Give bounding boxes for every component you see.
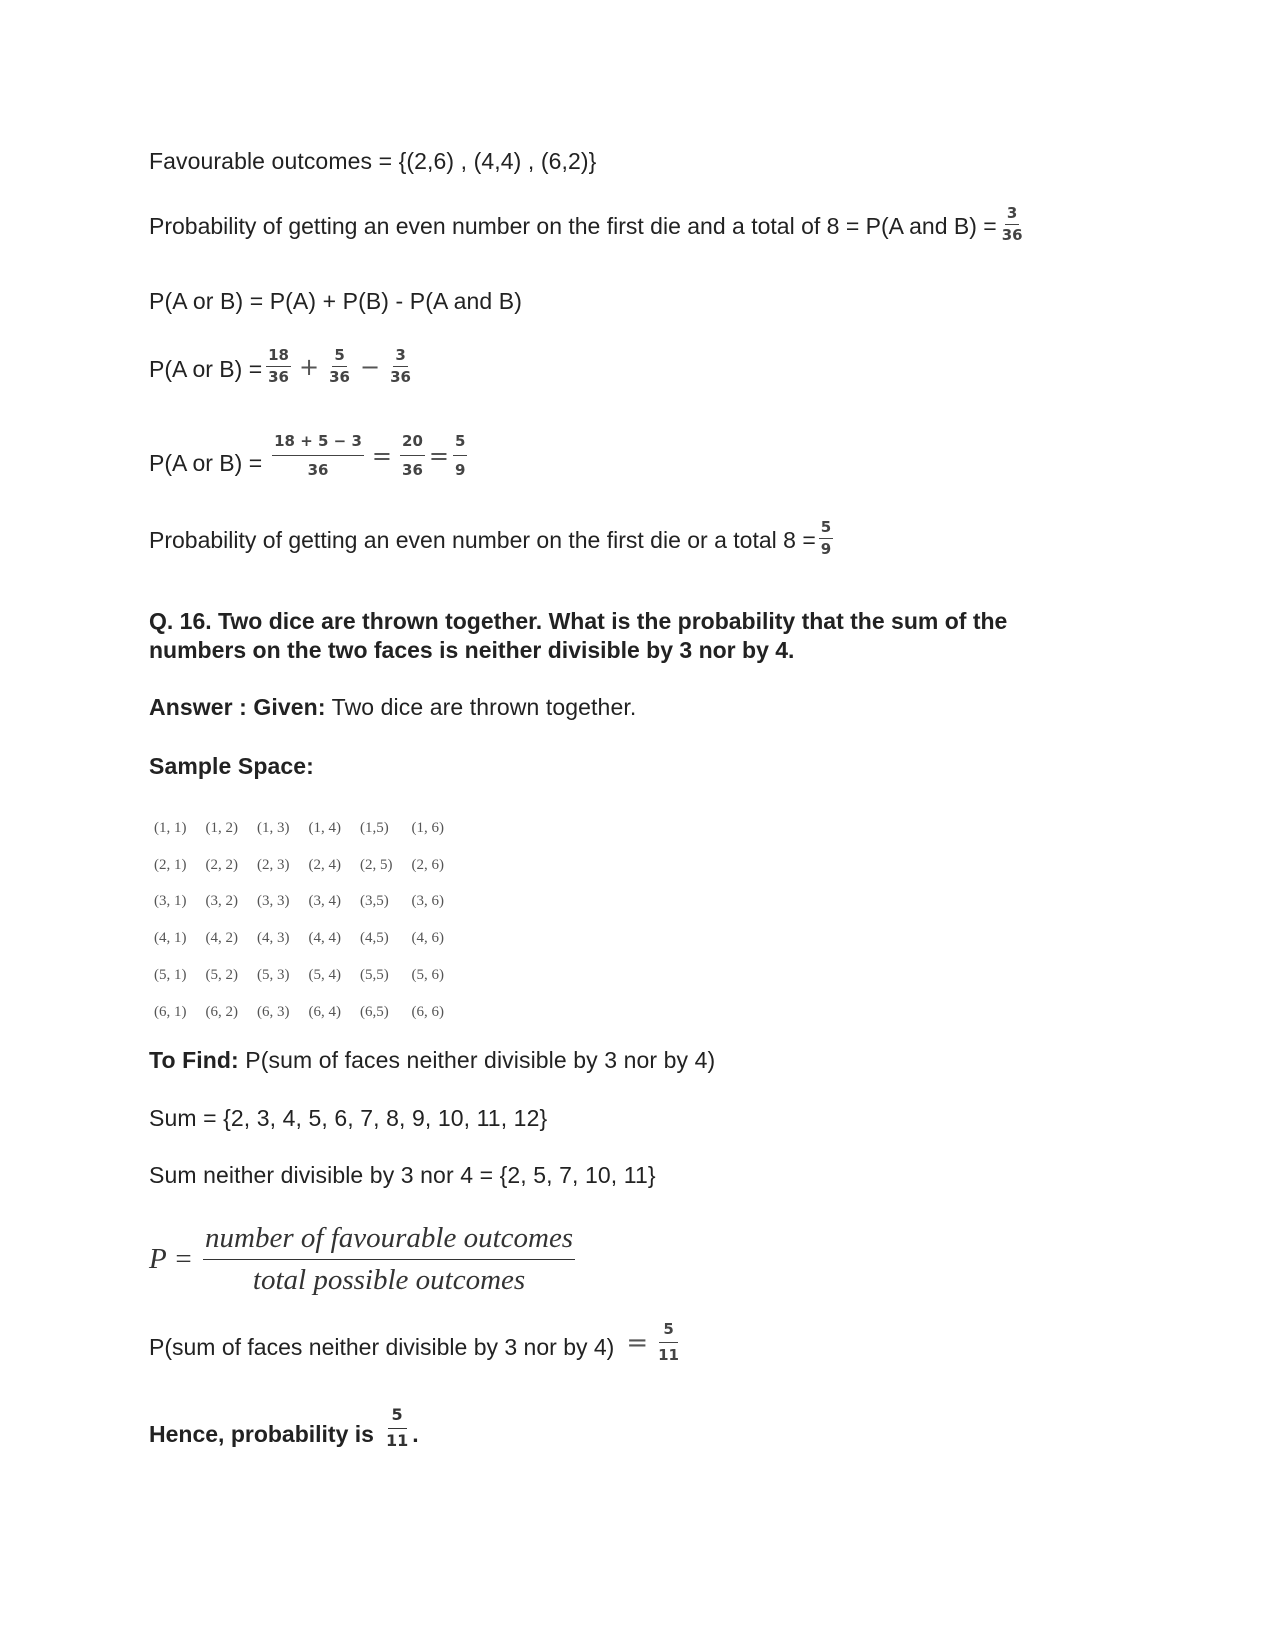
sample-space-cell: (6, 3) (257, 1003, 290, 1020)
sample-space-row (149, 957, 458, 994)
fraction-3-36 (388, 348, 413, 385)
equals-operator: = (428, 442, 449, 470)
sample-space-cell: (2, 5) (360, 856, 393, 873)
formula-numerator: number of favourable outcomes (203, 1222, 575, 1260)
fraction-numerator: 5 (659, 1322, 677, 1343)
sum-neither-line: Sum neither divisible by 3 nor 4 = {2, 5, 7, 10, 11} (149, 1162, 656, 1188)
result-row (149, 1322, 683, 1363)
sample-space-row (149, 810, 458, 847)
formula-fraction (203, 1222, 575, 1297)
result-fraction (654, 1322, 683, 1363)
fraction-denominator: 11 (385, 1431, 409, 1450)
sample-space-cell: (6, 2) (205, 1003, 238, 1020)
sample-space-cell: (4, 6) (411, 930, 444, 947)
fraction-numerator: 3 (393, 348, 407, 367)
to-find-line (149, 1047, 715, 1074)
sample-space-cell: (4, 3) (257, 930, 290, 947)
sample-space-cell: (4, 4) (308, 930, 341, 947)
fraction-denominator: 36 (307, 461, 329, 479)
probability-formula (149, 1222, 575, 1297)
p-or-step1 (149, 348, 413, 385)
fraction-denominator: 9 (455, 461, 466, 479)
conclusion-period: . (412, 1421, 419, 1447)
prob-and-fraction (1000, 206, 1025, 243)
fraction-numerator: 5 (453, 434, 467, 456)
sample-space-cell: (4,5) (360, 930, 389, 947)
prob-or-row (149, 520, 833, 557)
fraction-sum-over-36 (272, 434, 364, 478)
sample-space-cell: (1, 3) (257, 819, 290, 836)
sample-space-row (149, 920, 458, 957)
fraction-numerator: 5 (388, 1407, 407, 1429)
sample-space-cell: (6, 1) (154, 1003, 187, 1020)
to-find-text: P(sum of faces neither divisible by 3 nor by 4) (238, 1047, 716, 1073)
sample-space-cell: (1,5) (360, 819, 389, 836)
formula-lhs: P = (149, 1243, 194, 1275)
sample-space-cell: (1, 2) (205, 819, 238, 836)
conclusion-row (149, 1407, 419, 1449)
fraction-numerator: 20 (400, 434, 425, 456)
sample-space-cell: (5, 2) (205, 967, 238, 984)
equals-operator: = (626, 1327, 649, 1358)
sum-set-line: Sum = {2, 3, 4, 5, 6, 7, 8, 9, 10, 11, 12} (149, 1105, 548, 1131)
fraction-20-36 (400, 434, 425, 478)
sample-space-cell: (6,5) (360, 1003, 389, 1020)
fraction-denominator: 9 (820, 540, 832, 558)
sample-space-label: Sample Space: (149, 753, 314, 779)
sample-space-cell: (5, 6) (411, 967, 444, 984)
fraction-numerator: 5 (819, 520, 833, 539)
sample-space-table (149, 810, 458, 1031)
result-text: P(sum of faces neither divisible by 3 nor by 4) (149, 1334, 615, 1360)
sample-space-cell: (5, 4) (308, 967, 341, 984)
sample-space-cell: (1, 6) (411, 819, 444, 836)
sample-space-cell: (3, 2) (205, 893, 238, 910)
sample-space-cell: (2, 2) (205, 856, 238, 873)
sample-space-cell: (2, 4) (308, 856, 341, 873)
prob-and-text: Probability of getting an even number on the first die and a total of 8 = P(A and B) = (149, 213, 997, 239)
fraction-5-9 (453, 434, 467, 478)
conclusion-fraction (382, 1407, 412, 1449)
conclusion-text: Hence, probability is (149, 1421, 374, 1447)
favourable-outcomes-line: Favourable outcomes = {(2,6) , (4,4) , (6,2)} (149, 148, 597, 174)
sample-space-cell: (4, 2) (205, 930, 238, 947)
p-or-step2 (149, 434, 467, 478)
p-or-label: P(A or B) = (149, 356, 263, 382)
minus-operator: − (359, 352, 381, 381)
equals-operator: = (371, 442, 393, 470)
fraction-5-36 (327, 348, 352, 385)
fraction-denominator: 36 (329, 368, 350, 386)
sample-space-cell: (3,5) (360, 893, 389, 910)
fraction-denominator: 36 (268, 368, 289, 386)
sample-space-row (149, 994, 458, 1031)
sample-space-cell: (2, 3) (257, 856, 290, 873)
sample-space-cell: (5,5) (360, 967, 389, 984)
p-or-label: P(A or B) = (149, 450, 263, 476)
answer-label: Answer : Given: (149, 694, 326, 720)
sample-space-cell: (3, 3) (257, 893, 290, 910)
fraction-denominator: 11 (658, 1346, 679, 1364)
sample-space-cell: (1, 4) (308, 819, 341, 836)
fraction-numerator: 18 (266, 348, 291, 367)
sample-space-cell: (4, 1) (154, 930, 187, 947)
sample-space-cell: (2, 6) (411, 856, 444, 873)
sample-space-cell: (3, 1) (154, 893, 187, 910)
fraction-denominator: 36 (402, 461, 423, 479)
sample-space-cell: (1, 1) (154, 819, 187, 836)
plus-operator: + (299, 352, 320, 381)
fraction-denominator: 36 (1001, 226, 1023, 244)
answer-text: Two dice are thrown together. (325, 694, 637, 720)
sample-space-cell: (3, 6) (411, 893, 444, 910)
fraction-denominator: 36 (390, 368, 411, 386)
prob-or-fraction (819, 520, 833, 557)
sample-space-cell: (5, 3) (257, 967, 290, 984)
sample-space-cell: (2, 1) (154, 856, 187, 873)
sample-space-cell: (5, 1) (154, 967, 187, 984)
sample-space-cell: (3, 4) (308, 893, 341, 910)
answer-line (149, 694, 636, 721)
fraction-numerator: 3 (1005, 206, 1019, 225)
formula-denominator: total possible outcomes (252, 1264, 526, 1296)
sample-space-cell: (6, 6) (411, 1003, 444, 1020)
question-16: Q. 16. Two dice are thrown together. What is the probability that the sum of the numbers on the two faces is neither divisible by 3 nor by 4. (149, 608, 1008, 663)
addition-rule-formula: P(A or B) = P(A) + P(B) - P(A and B) (149, 288, 522, 314)
sample-space-row (149, 884, 458, 921)
fraction-numerator: 18 + 5 − 3 (272, 434, 364, 456)
sample-space-cell: (6, 4) (308, 1003, 341, 1020)
prob-and-row (149, 206, 1025, 243)
to-find-label: To Find: (149, 1047, 239, 1073)
fraction-18-36 (266, 348, 291, 385)
prob-or-text: Probability of getting an even number on the first die or a total 8 = (149, 527, 816, 553)
fraction-numerator: 5 (332, 348, 346, 367)
sample-space-row (149, 847, 458, 884)
